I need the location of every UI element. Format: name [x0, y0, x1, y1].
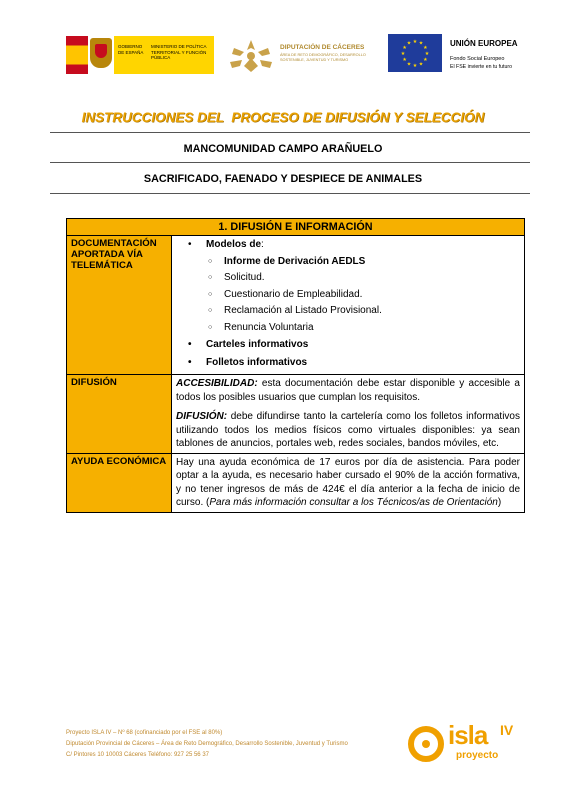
gov-right-text: MINISTERIO DE POLÍTICA TERRITORIAL Y FUNCIÓN PÚBLICA: [151, 44, 207, 60]
sublist-item: ○ Informe de Derivación AEDLS: [206, 254, 520, 271]
ayuda-close: ): [497, 497, 502, 508]
coat-of-arms-icon: [90, 38, 112, 68]
eu-tagline: El FSE invierte en tu futuro: [450, 64, 512, 70]
row-content-documentacion: [172, 236, 525, 375]
row-content-difusion: [172, 375, 525, 454]
gobierno-espana-logo: [66, 36, 216, 78]
isla-logo-number: IV: [500, 722, 514, 738]
accesibilidad-title: ACCESIBILIDAD:: [176, 378, 258, 389]
modelos-colon: :: [261, 239, 264, 250]
eu-fund-name: Fondo Social Europeo: [450, 56, 505, 62]
ayuda-text: Hay una ayuda económica de 17 euros por día de asistencia. Para poder optar a la ayuda, es necesario haber cursado el 90% de la acción formativa, y no tener ingresos de más de 424€ el día anterior a la fecha de inicio de curso. (: [176, 456, 520, 508]
ayuda-italic-note: Para más información consultar a los Técnicos/as de Orientación: [209, 497, 498, 508]
row-label-difusion: DIFUSIÓN: [67, 375, 172, 454]
diputacion-title: DIPUTACIÓN DE CÁCERES: [280, 44, 365, 51]
isla-iv-logo: [408, 720, 528, 768]
gov-left-text: GOBIERNO DE ESPAÑA: [118, 44, 144, 55]
difusion-text: debe difundirse tanto la cartelería como los folletos informativos utilizando todos los medios físicos como virtuales disponibles: ya sean tablones de anuncios, portales web, redes sociales, bandos móviles, etc.: [176, 411, 520, 449]
svg-text:★: ★: [418, 40, 424, 47]
modelos-sublist: [206, 254, 520, 337]
difusion-title: DIFUSIÓN:: [176, 411, 228, 422]
svg-text:★: ★: [400, 51, 406, 57]
sublist-item: ○ Reclamación al Listado Provisional.: [206, 303, 520, 320]
svg-text:★: ★: [412, 63, 418, 69]
svg-text:★: ★: [402, 57, 407, 63]
difusion-paragraph: [176, 410, 520, 451]
svg-text:★: ★: [406, 61, 412, 68]
sublist-item: ○ Solicitud.: [206, 270, 520, 287]
page-title: INSTRUCCIONES DEL PROCESO DE DIFUSIÓN Y SELECCIÓN: [81, 110, 485, 125]
list-item-modelos: [176, 238, 520, 336]
table-row-ayuda: [67, 453, 525, 512]
svg-text:★: ★: [412, 39, 418, 45]
accesibilidad-paragraph: [176, 377, 520, 404]
svg-text:★: ★: [418, 61, 424, 68]
list-item-folletos: • Folletos informativos: [176, 354, 520, 372]
title-divider: [50, 132, 530, 133]
svg-text:★: ★: [423, 57, 428, 63]
footer-line-project: Proyecto ISLA IV – Nº 68 (cofinanciado por el FSE al 80%): [66, 730, 223, 736]
sublist-item: ○ Cuestionario de Empleabilidad.: [206, 287, 520, 304]
row-content-ayuda: [172, 453, 525, 512]
isla-logo-word: isla: [448, 720, 488, 750]
modelos-label: Modelos de: [206, 239, 262, 250]
row-label-documentacion: DOCUMENTACIÓN APORTADA VÍA TELEMÁTICA: [67, 236, 172, 375]
table-row-difusion: [67, 375, 525, 454]
ayuda-paragraph: [176, 456, 520, 510]
union-europea-logo: [388, 34, 528, 82]
table-header: 1. DIFUSIÓN E INFORMACIÓN: [67, 219, 525, 236]
eu-title: UNIÓN EUROPEA: [450, 39, 518, 48]
info-table: [66, 218, 525, 513]
diputacion-emblem-icon: [224, 38, 278, 74]
row-label-ayuda: AYUDA ECONÓMICA: [67, 453, 172, 512]
subtitle-mancomunidad: MANCOMUNIDAD CAMPO ARAÑUELO: [183, 143, 383, 155]
diputacion-subtitle: ÁREA DE RETO DEMOGRÁFICO, DESARROLLO SOSTENIBLE, JUVENTUD Y TURISMO: [280, 53, 366, 62]
svg-text:★: ★: [423, 45, 428, 51]
footer-line-entity: Diputación Provincial de Cáceres – Área de Reto Demográfico, Desarrollo Sostenible, Juventud y Turismo: [66, 741, 348, 747]
svg-text:★: ★: [424, 51, 430, 57]
svg-text:★: ★: [402, 45, 407, 51]
subtitle-course: SACRIFICADO, FAENADO Y DESPIECE DE ANIMALES: [143, 173, 423, 185]
eu-flag-icon: [388, 34, 442, 72]
isla-logo-proyecto: proyecto: [456, 750, 499, 761]
isla-ring-icon: [408, 726, 444, 762]
diputacion-caceres-logo: [224, 38, 374, 74]
subtitle-divider-2: [50, 193, 530, 194]
accesibilidad-text: esta documentación debe estar disponible y accesible a todos los posibles usuarios que cumplan los requisitos.: [176, 378, 520, 403]
list-item-carteles: • Carteles informativos: [176, 336, 520, 354]
svg-text:★: ★: [406, 40, 412, 47]
spain-flag-icon: [66, 36, 88, 74]
subtitle-divider: [50, 162, 530, 163]
footer-line-address: C/ Pintores 10 10003 Cáceres Teléfono: 927 25 56 37: [66, 752, 209, 758]
sublist-item: ○ Renuncia Voluntaria: [206, 320, 520, 337]
document-list: [176, 238, 520, 372]
table-row-documentacion: [67, 236, 525, 375]
